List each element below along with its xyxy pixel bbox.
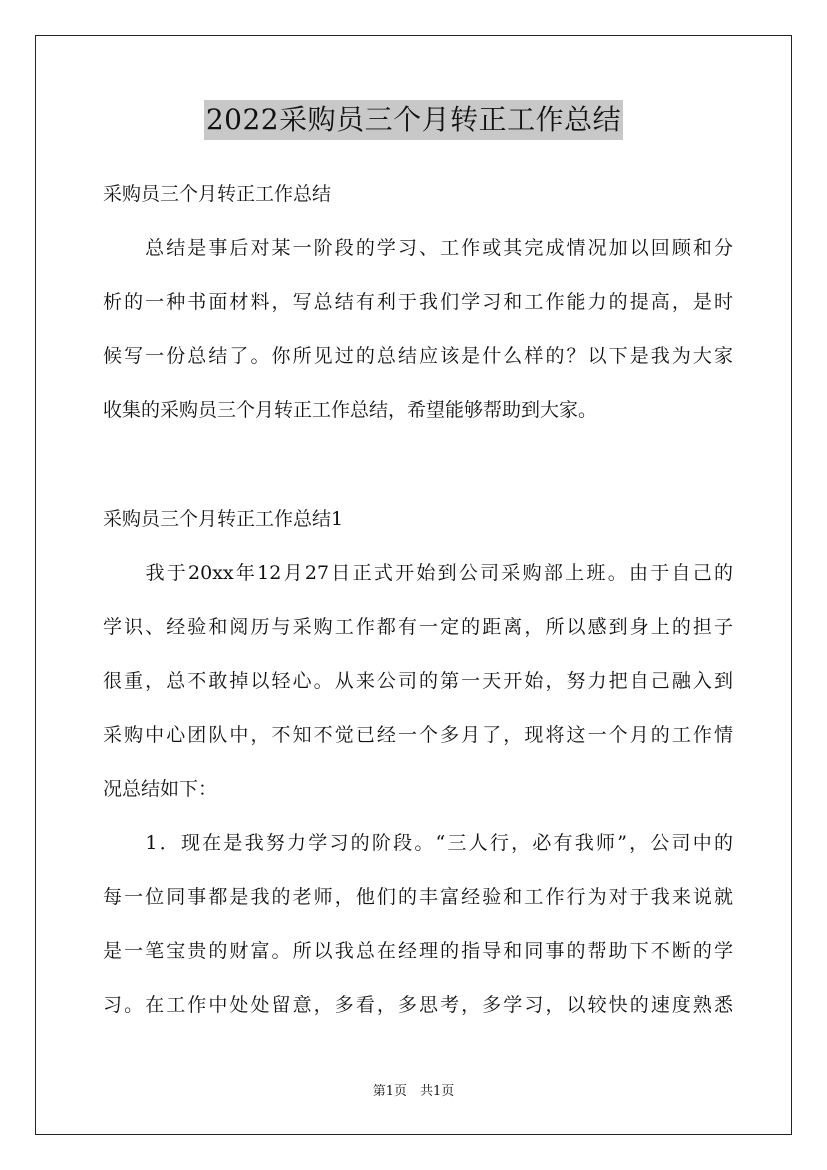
para1-line: 学识、经验和阅历与采购工作都有一定的距离，所以感到身上的担子	[103, 616, 733, 638]
para2-line: 每一位同事都是我的老师，他们的丰富经验和工作行为对于我来说就	[103, 886, 733, 908]
subtitle: 采购员三个月转正工作总结	[103, 183, 332, 205]
intro-line: 总结是事后对某一阶段的学习、工作或其完成情况加以回顾和分	[103, 237, 733, 259]
section-title: 采购员三个月转正工作总结1	[103, 508, 344, 530]
intro-line: 收集的采购员三个月转正工作总结，希望能够帮助到大家。	[103, 399, 598, 421]
para1-line: 我于20xx年12月27日正式开始到公司采购部上班。由于自己的	[103, 562, 733, 584]
para2-line: 1．现在是我努力学习的阶段。“三人行，必有我师”，公司中的	[103, 832, 733, 854]
para1-line: 采购中心团队中，不知不觉已经一个多月了，现将这一个月的工作情	[103, 724, 733, 746]
para1-line: 很重，总不敢掉以轻心。从来公司的第一天开始，努力把自己融入到	[103, 670, 733, 692]
title-container	[0, 100, 827, 140]
para2-line: 习。在工作中处处留意，多看，多思考，多学习，以较快的速度熟悉	[103, 994, 733, 1016]
para1-line: 况总结如下：	[103, 778, 218, 800]
intro-line: 析的一种书面材料，写总结有利于我们学习和工作能力的提高，是时	[103, 291, 733, 313]
page-number-footer: 第1页 共1页	[372, 1084, 455, 1099]
para2-line: 是一笔宝贵的财富。所以我总在经理的指导和同事的帮助下不断的学	[103, 940, 733, 962]
document-title: 2022采购员三个月转正工作总结	[204, 100, 623, 140]
intro-line: 候写一份总结了。你所见过的总结应该是什么样的？以下是我为大家	[103, 345, 733, 367]
